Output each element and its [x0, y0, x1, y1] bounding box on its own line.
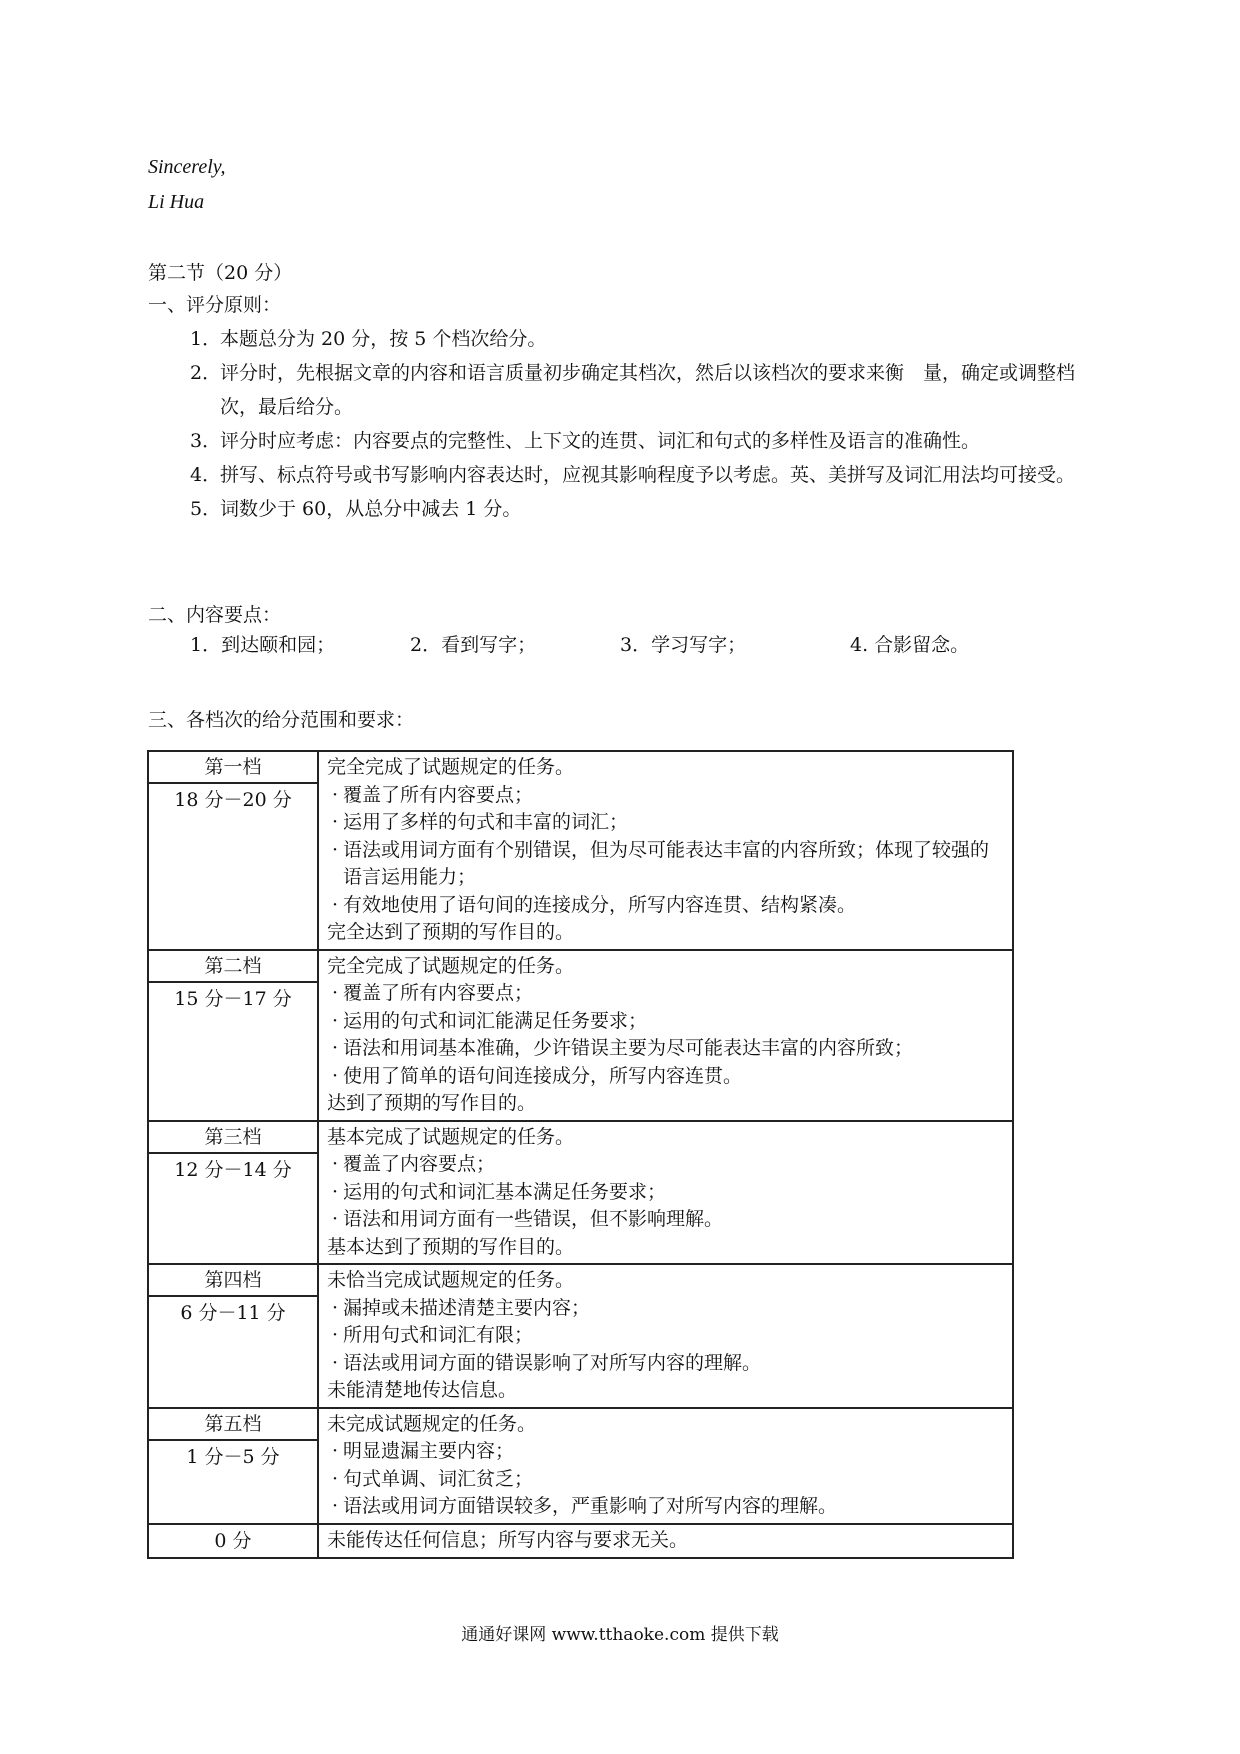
bullet-dot-icon: ·	[331, 838, 339, 861]
table-row	[148, 950, 1013, 982]
principle-text: 词数少于 60，从总分中减去 1 分。	[220, 498, 522, 520]
level-conclusion: 基本达到了预期的写作目的。	[327, 1235, 575, 1258]
bullet-dot-icon: ·	[331, 811, 339, 833]
level-name: 第三档	[148, 1121, 318, 1153]
level-description	[318, 751, 1013, 950]
level-bullet: · 运用的句式和词汇能满足任务要求；	[327, 1008, 1004, 1036]
bullet-dot-icon: ·	[331, 1440, 339, 1462]
level-bullet: · 明显遗漏主要内容；	[327, 1438, 1004, 1466]
principle-item	[190, 424, 1110, 458]
level-summary: 未恰当完成试题规定的任务。	[327, 1269, 575, 1291]
principle-text: 评分时，先根据文章的内容和语言质量初步确定其档次，然后以该档次的要求来衡 量，确定或调整档次，最后给分。	[220, 362, 1076, 418]
level-bullet: · 运用了多样的句式和丰富的词汇；	[327, 809, 1004, 837]
level-name: 第一档	[148, 751, 318, 783]
level-description	[318, 1121, 1013, 1265]
principle-number: 3．	[190, 430, 222, 452]
scoring-principles-heading: 一、评分原则：	[148, 294, 282, 316]
principle-number: 5．	[190, 498, 222, 520]
level-summary: 完全完成了试题规定的任务。	[327, 954, 575, 977]
content-point: 4. 合影留念。	[850, 634, 970, 656]
bullet-dot-icon: ·	[331, 982, 339, 1004]
principle-item	[190, 356, 1110, 424]
table-row	[148, 1524, 1013, 1558]
level-bullet: · 语法或用词方面错误较多，严重影响了对所写内容的理解。	[327, 1493, 1004, 1521]
principle-item	[190, 492, 1110, 526]
level-bullet: · 覆盖了内容要点；	[327, 1151, 1004, 1179]
level-bullet: · 覆盖了所有内容要点；	[327, 782, 1004, 810]
level-description	[318, 1408, 1013, 1524]
signoff-closing: Sincerely,	[148, 156, 226, 178]
level-bullet: · 句式单调、词汇贫乏；	[327, 1466, 1004, 1494]
level-bullet: · 所用句式和词汇有限；	[327, 1322, 1004, 1350]
bullet-dot-icon: ·	[331, 1296, 339, 1319]
level-score: 1 分－5 分	[148, 1440, 318, 1524]
bullet-dot-icon: ·	[331, 1208, 339, 1230]
level-bullet: · 语法和用词基本准确，少许错误主要为尽可能表达丰富的内容所致；	[327, 1035, 1004, 1063]
scoring-principles-list	[190, 322, 1110, 526]
principle-text: 本题总分为 20 分，按 5 个档次给分。	[220, 328, 547, 350]
level-conclusion: 达到了预期的写作目的。	[327, 1092, 537, 1114]
section-title: 第二节（20 分）	[148, 262, 293, 284]
level-score: 0 分	[148, 1524, 318, 1558]
principle-number: 1．	[190, 328, 222, 350]
level-name: 第五档	[148, 1408, 318, 1440]
principle-text: 评分时应考虑：内容要点的完整性、上下文的连贯、词汇和句式的多样性及语言的准确性。	[220, 430, 981, 452]
letter-signoff	[148, 150, 226, 220]
level-score: 6 分－11 分	[148, 1296, 318, 1408]
level-summary: 基本完成了试题规定的任务。	[327, 1125, 575, 1148]
principle-item	[190, 322, 1110, 356]
bullet-dot-icon: ·	[331, 893, 339, 916]
content-point: 3．学习写字；	[620, 634, 747, 656]
level-description: 未能传达任何信息；所写内容与要求无关。	[318, 1524, 1013, 1558]
level-description	[318, 1264, 1013, 1408]
levels-heading: 三、各档次的给分范围和要求：	[148, 709, 415, 731]
content-points-heading: 二、内容要点：	[148, 604, 282, 626]
level-score: 18 分－20 分	[148, 783, 318, 950]
bullet-dot-icon: ·	[331, 1037, 339, 1059]
level-conclusion: 未能清楚地传达信息。	[327, 1379, 518, 1401]
level-score: 12 分－14 分	[148, 1153, 318, 1265]
level-name: 第四档	[148, 1264, 318, 1296]
level-bullet: · 语法和用词方面有一些错误，但不影响理解。	[327, 1206, 1004, 1234]
bullet-dot-icon: ·	[331, 1495, 339, 1517]
signoff-name: Li Hua	[148, 191, 205, 213]
level-summary: 未完成试题规定的任务。	[327, 1412, 537, 1435]
level-bullet: · 语法或用词方面有个别错误，但为尽可能表达丰富的内容所致；体现了较强的语言运用能力；	[327, 837, 1004, 892]
level-bullet: · 运用的句式和词汇基本满足任务要求；	[327, 1179, 1004, 1207]
principle-item	[190, 458, 1110, 492]
scoring-levels-table	[147, 750, 1014, 1559]
bullet-dot-icon: ·	[331, 1064, 339, 1087]
principle-text: 拼写、标点符号或书写影响内容表达时，应视其影响程度予以考虑。英、美拼写及词汇用法均可接受。	[220, 464, 1076, 486]
level-name: 第二档	[148, 950, 318, 982]
level-bullet: · 语法或用词方面的错误影响了对所写内容的理解。	[327, 1350, 1004, 1378]
level-bullet: · 有效地使用了语句间的连接成分，所写内容连贯、结构紧凑。	[327, 892, 1004, 920]
bullet-dot-icon: ·	[331, 1153, 339, 1175]
level-summary: 完全完成了试题规定的任务。	[327, 756, 575, 778]
level-bullet: · 漏掉或未描述清楚主要内容；	[327, 1295, 1004, 1323]
principle-number: 2．	[190, 362, 222, 384]
level-bullet: · 使用了简单的语句间连接成分，所写内容连贯。	[327, 1063, 1004, 1091]
bullet-dot-icon: ·	[331, 1324, 339, 1346]
principle-number: 4．	[190, 464, 222, 486]
bullet-dot-icon: ·	[331, 783, 339, 806]
table-row	[148, 1121, 1013, 1153]
bullet-dot-icon: ·	[331, 1009, 339, 1032]
level-bullet: · 覆盖了所有内容要点；	[327, 980, 1004, 1008]
content-point: 2．看到写字；	[410, 634, 537, 656]
level-conclusion: 完全达到了预期的写作目的。	[327, 921, 575, 943]
page-footer: 通通好课网 www.tthaoke.com 提供下载	[461, 1625, 779, 1645]
table-row	[148, 1408, 1013, 1440]
table-row	[148, 751, 1013, 783]
bullet-dot-icon: ·	[331, 1467, 339, 1490]
content-point: 1．到达颐和园；	[190, 634, 336, 656]
level-score: 15 分－17 分	[148, 982, 318, 1121]
table-row	[148, 1264, 1013, 1296]
bullet-dot-icon: ·	[331, 1180, 339, 1203]
level-description	[318, 950, 1013, 1121]
bullet-dot-icon: ·	[331, 1351, 339, 1374]
